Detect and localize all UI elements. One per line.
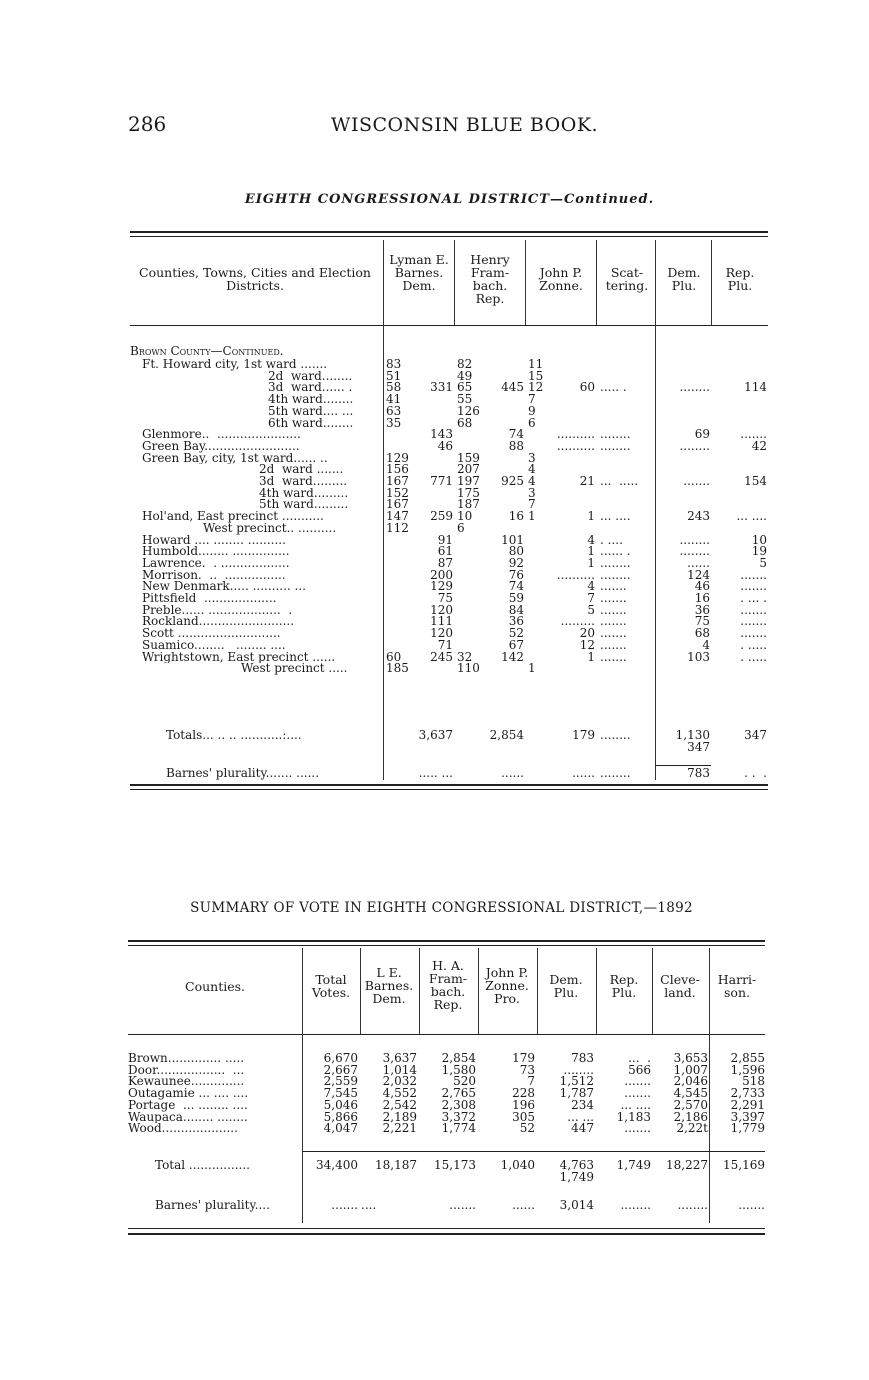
zonne-total-value: 4: [587, 579, 595, 594]
zonne-total-value: 1: [587, 544, 595, 559]
scattering-value: .......: [600, 591, 627, 605]
t1-header-zonne: John P. Zonne.: [539, 265, 583, 293]
district-label: 4th ward.........: [259, 487, 349, 500]
plurality-cleveland: ........: [677, 1198, 708, 1212]
district-label: Pittsfield ...................: [142, 593, 277, 605]
barnes-total-value: 71: [437, 637, 453, 652]
dem-plu-value: ........: [679, 532, 710, 547]
frambach-total-value: 74: [508, 579, 524, 594]
rep-plu-value: 114: [744, 380, 767, 395]
cleveland-value: 2,186: [673, 1109, 708, 1124]
district-label: 2d ward........: [268, 370, 353, 383]
plurality-frambach: .......: [449, 1198, 476, 1212]
frambach-total-value: 142: [501, 649, 524, 664]
dem-plu-value: ........: [679, 544, 710, 559]
zonne-total-value: 20: [579, 626, 595, 641]
frambach-total-value: 92: [508, 555, 524, 570]
frambach-value: 1,580: [441, 1062, 476, 1077]
barnes-ward-value: 63: [386, 403, 402, 418]
total-rep-plu: 1,749: [616, 1158, 651, 1172]
zonne-ward-value: 9: [528, 403, 536, 418]
dem-plu-value: 68: [694, 626, 710, 641]
dem-plu-value: 4: [702, 637, 710, 652]
frambach-ward-value: 207: [457, 462, 480, 477]
plurality-harrison: .......: [738, 1198, 765, 1212]
rep-plu-value: 1,183: [616, 1109, 651, 1124]
frambach-value: 2,308: [441, 1097, 476, 1112]
barnes-total-value: 771: [430, 474, 453, 488]
district-label: West precinct.. ..........: [203, 522, 337, 535]
frambach-ward-value: 126: [457, 403, 480, 418]
zonne-ward-value: 1: [528, 661, 536, 676]
barnes-ward-value: 129: [386, 450, 409, 465]
dem-plu-value: ........: [679, 438, 710, 453]
plurality-barnes: ..... ...: [418, 766, 453, 780]
county-label: Door.................. ...: [128, 1064, 245, 1077]
scattering-value: ... .....: [600, 474, 639, 488]
barnes-ward-value: 147: [386, 509, 409, 524]
district-label: Suamico........ ........ ....: [142, 639, 286, 652]
rep-plu-value: . .....: [740, 649, 767, 664]
rep-plu-value: .......: [740, 427, 767, 442]
harrison-value: 518: [742, 1074, 765, 1089]
district-label: 5th ward.... ...: [268, 405, 354, 418]
dem-plu-value: ........: [563, 1062, 594, 1077]
frambach-total-value: 67: [508, 637, 524, 652]
scattering-value: ...... .: [600, 544, 631, 559]
zonne-ward-value: 4: [528, 462, 536, 477]
zonne-ward-value: 3: [528, 450, 536, 465]
harrison-value: 2,733: [730, 1086, 765, 1101]
rep-plu-value: .......: [740, 626, 767, 641]
district-label: Humbold........ ...............: [142, 546, 290, 558]
district-label: Rockland.........................: [142, 616, 295, 629]
zonne-value: 179: [512, 1051, 535, 1065]
barnes-ward-value: 112: [386, 520, 409, 535]
dem-plu-value: 124: [687, 567, 710, 582]
district-label: 5th ward.........: [259, 499, 349, 512]
rep-plu-value: . ... .: [740, 591, 767, 605]
t2-header-zonne: John P. Zonne. Pro.: [485, 965, 529, 1006]
zonne-ward-value: 1: [528, 509, 536, 524]
total-votes-value: 2,559: [323, 1074, 358, 1089]
zonne-total-value: 1: [587, 649, 595, 664]
county-label: Portage ... ........ ....: [128, 1099, 248, 1112]
barnes-value: 4,552: [382, 1086, 417, 1101]
total-dem-plu-sub: 1,749: [559, 1170, 594, 1184]
scattering-value: ........: [600, 567, 631, 582]
barnes-total-value: 87: [437, 555, 453, 570]
frambach-total-value: 74: [508, 427, 524, 442]
rep-plu-value: . .....: [740, 637, 767, 652]
harrison-value: 1,596: [730, 1062, 765, 1077]
barnes-value: 2,189: [382, 1109, 417, 1124]
total-harrison: 15,169: [723, 1158, 765, 1172]
rep-plu-value: 154: [744, 474, 767, 488]
district-label: Green Bay.........................: [142, 440, 300, 453]
plurality-scattering: ........: [600, 766, 631, 780]
plurality-label: Barnes' plurality....: [155, 1198, 270, 1212]
zonne-total-value: 7: [587, 591, 595, 605]
district-label: Preble...... ................... .: [142, 604, 293, 617]
dem-plu-value: 75: [694, 614, 710, 629]
county-label: Wood....................: [128, 1123, 238, 1135]
total-zonne: 1,040: [500, 1158, 535, 1172]
barnes-value: 2,032: [382, 1074, 417, 1089]
frambach-ward-value: 32: [457, 649, 473, 664]
rep-plu-value: 19: [751, 544, 767, 559]
barnes-total-value: 143: [430, 427, 453, 442]
dem-plu-value: 783: [571, 1051, 594, 1065]
plurality-rep-plu: . . .: [744, 766, 767, 780]
rep-plu-value: .......: [740, 602, 767, 617]
dem-plu-value: 103: [687, 649, 710, 664]
zonne-total-value: .........: [560, 614, 595, 629]
barnes-total-value: 200: [430, 567, 453, 582]
plurality-frambach: ......: [501, 766, 524, 780]
rep-plu-value: .......: [740, 579, 767, 594]
totals-dem-plu: 1,130: [675, 728, 710, 742]
zonne-value: 305: [512, 1109, 535, 1124]
dem-plu-value: 69: [694, 427, 710, 442]
rep-plu-value: .......: [740, 614, 767, 629]
county-label: Waupaca........ ........: [128, 1111, 248, 1124]
rep-plu-value: .......: [624, 1121, 651, 1136]
rep-plu-value: .......: [624, 1086, 651, 1101]
district-label: 6th ward........: [268, 417, 354, 430]
frambach-total-value: 88: [508, 438, 524, 453]
total-dem-plu: 4,763: [559, 1158, 594, 1172]
t1-header-barnes: Lyman E. Barnes. Dem.: [389, 252, 449, 293]
t1-header-scattering: Scat- tering.: [605, 265, 649, 293]
t2-header-rep-plu: Rep. Plu.: [609, 972, 639, 1000]
zonne-total-value: 4: [587, 532, 595, 547]
frambach-ward-value: 159: [457, 450, 480, 465]
t2-header-total: Total Votes.: [311, 972, 351, 1000]
dem-plu-value: .......: [683, 474, 710, 488]
barnes-total-value: 75: [437, 591, 453, 605]
totals-barnes: 3,637: [418, 728, 453, 742]
zonne-ward-value: 11: [528, 357, 544, 371]
frambach-value: 520: [453, 1074, 476, 1089]
zonne-ward-value: 7: [528, 497, 536, 512]
t2-header-harrison: Harri- son.: [717, 972, 757, 1000]
dem-plu-value: 1,512: [559, 1074, 594, 1089]
frambach-total-value: 101: [501, 532, 524, 547]
barnes-ward-value: 156: [386, 462, 409, 477]
t2-header-counties: Counties.: [185, 979, 245, 994]
dem-plu-value: 46: [694, 579, 710, 594]
district-label: New Denmark..... .......... ...: [142, 581, 306, 593]
barnes-ward-value: 167: [386, 497, 409, 512]
barnes-total-value: 91: [437, 532, 453, 547]
t1-county-heading: Brown County—Continued.: [130, 344, 284, 358]
scattering-value: .......: [600, 614, 627, 629]
frambach-ward-value: 65: [457, 380, 473, 395]
plurality-label: Barnes' plurality....... ......: [166, 766, 320, 780]
table1-title: EIGHTH CONGRESSIONAL DISTRICT—Continued.: [244, 192, 655, 207]
total-votes-value: 7,545: [323, 1086, 358, 1101]
total-votes-value: 5,046: [323, 1097, 358, 1112]
zonne-total-value: 12: [579, 637, 595, 652]
district-label: Wrightstown, East precinct ......: [142, 651, 336, 664]
zonne-total-value: 60: [579, 380, 595, 395]
frambach-total-value: 52: [508, 626, 524, 641]
barnes-ward-value: 185: [386, 661, 409, 676]
scattering-value: .......: [600, 649, 627, 664]
frambach-value: 3,372: [441, 1109, 476, 1124]
total-label: Total ................: [155, 1158, 250, 1172]
dem-plu-value: 36: [694, 602, 710, 617]
total-frambach: 15,173: [434, 1158, 476, 1172]
harrison-value: 2,855: [730, 1051, 765, 1065]
plurality-total: .......: [331, 1198, 358, 1212]
scattering-value: ........: [600, 555, 631, 570]
district-label: Green Bay, city, 1st ward...... ..: [142, 452, 328, 465]
harrison-value: 1,779: [730, 1121, 765, 1136]
zonne-value: 52: [519, 1121, 535, 1136]
rep-plu-value: ... .: [628, 1051, 651, 1065]
cleveland-value: 2,570: [673, 1097, 708, 1112]
frambach-ward-value: 187: [457, 497, 480, 512]
frambach-ward-value: 55: [457, 392, 473, 407]
district-label: 2d ward .......: [259, 464, 344, 476]
dem-plu-value: 234: [571, 1097, 594, 1112]
scattering-value: ........: [600, 438, 631, 453]
total-votes-value: 4,047: [323, 1121, 358, 1136]
table2-title: SUMMARY OF VOTE IN EIGHTH CONGRESSIONAL DISTRICT,—1892: [190, 900, 693, 916]
zonne-total-value: 1: [587, 555, 595, 570]
dem-plu-value: 447: [571, 1121, 594, 1136]
rep-plu-value: .......: [624, 1074, 651, 1089]
barnes-total-value: 245: [430, 649, 453, 664]
t1-header-rep-plu: Rep. Plu.: [725, 265, 755, 293]
barnes-total-value: 61: [437, 544, 453, 559]
total-votes-value: 2,667: [323, 1062, 358, 1077]
rep-plu-value: .......: [740, 567, 767, 582]
zonne-ward-value: 4: [528, 474, 536, 488]
zonne-ward-value: 7: [528, 392, 536, 407]
total-votes-value: 6,670: [323, 1051, 358, 1065]
plurality-barnes: ....: [361, 1198, 377, 1212]
district-label: 3d ward.........: [259, 476, 348, 488]
plurality-dem-plu: 3,014: [559, 1198, 594, 1212]
district-label: 4th ward........: [268, 394, 354, 406]
frambach-total-value: 80: [508, 544, 524, 559]
zonne-total-value: ..........: [556, 567, 595, 582]
rep-plu-value: 5: [759, 555, 767, 570]
totals-scattering: ........: [600, 728, 631, 742]
barnes-ward-value: 58: [386, 380, 402, 395]
t1-header-district: Counties, Towns, Cities and Election Districts.: [139, 265, 371, 293]
frambach-value: 2,854: [441, 1051, 476, 1065]
district-label: Morrison. .. ................: [142, 569, 286, 582]
zonne-total-value: 21: [579, 474, 595, 488]
t2-header-cleveland: Cleve- land.: [660, 972, 700, 1000]
barnes-value: 3,637: [382, 1051, 417, 1065]
running-head: WISCONSIN BLUE BOOK.: [330, 114, 599, 136]
barnes-ward-value: 83: [386, 357, 402, 371]
plurality-dem-plu: 783: [687, 766, 710, 780]
harrison-value: 2,291: [730, 1097, 765, 1112]
t1-header-dem-plu: Dem. Plu.: [667, 265, 701, 293]
frambach-total-value: 16: [508, 509, 524, 524]
t1-header-frambach: Henry Fram- bach. Rep.: [470, 252, 510, 306]
scattering-value: ........: [600, 427, 631, 442]
frambach-ward-value: 82: [457, 357, 473, 371]
barnes-ward-value: 167: [386, 474, 409, 488]
barnes-value: 1,014: [382, 1062, 417, 1077]
scattering-value: .......: [600, 579, 627, 594]
barnes-value: 2,221: [382, 1121, 417, 1136]
scattering-value: ..... .: [600, 380, 627, 395]
county-label: Outagamie ... .... ....: [128, 1088, 249, 1100]
barnes-ward-value: 41: [386, 392, 402, 407]
district-label: Hol'and, East precinct ...........: [142, 511, 324, 523]
rep-plu-value: 10: [751, 532, 767, 547]
rep-plu-value: ... ....: [736, 509, 767, 524]
t2-header-barnes: L E. Barnes. Dem.: [364, 965, 414, 1006]
total-votes: 34,400: [316, 1158, 358, 1172]
frambach-ward-value: 10: [457, 509, 473, 524]
totals-dem-plu-sub: 347: [687, 740, 710, 754]
totals-frambach: 2,854: [489, 728, 524, 742]
total-votes-value: 5,866: [323, 1109, 358, 1124]
totals-zonne: 179: [572, 728, 595, 742]
harrison-value: 3,397: [730, 1109, 765, 1124]
totals-label: Totals... .. .. ...........:....: [166, 728, 302, 742]
dem-plu-value: 243: [687, 509, 710, 524]
zonne-total-value: 1: [587, 509, 595, 524]
barnes-total-value: 120: [430, 626, 453, 641]
rep-plu-value: ... ....: [620, 1097, 651, 1112]
scattering-value: . ....: [600, 532, 623, 547]
frambach-value: 1,774: [441, 1121, 476, 1136]
totals-rep-plu: 347: [744, 728, 767, 742]
district-label: Scott ...........................: [142, 628, 281, 640]
frambach-total-value: 84: [508, 602, 524, 617]
frambach-value: 2,765: [441, 1086, 476, 1101]
dem-plu-value: 1,787: [559, 1086, 594, 1101]
barnes-total-value: 111: [430, 614, 453, 629]
barnes-ward-value: 51: [386, 368, 402, 383]
dem-plu-value: ......: [687, 555, 710, 570]
frambach-total-value: 76: [508, 567, 524, 582]
plurality-rep-plu: ........: [620, 1198, 651, 1212]
zonne-ward-value: 12: [528, 380, 544, 395]
total-cleveland: 18,227: [666, 1158, 708, 1172]
district-label: West precinct .....: [241, 663, 348, 675]
plurality-zonne: ......: [512, 1198, 535, 1212]
zonne-value: 196: [512, 1097, 535, 1112]
frambach-ward-value: 6: [457, 520, 465, 535]
barnes-ward-value: 35: [386, 415, 402, 430]
page-number: 286: [128, 112, 167, 136]
frambach-ward-value: 110: [457, 661, 480, 676]
barnes-total-value: 46: [437, 438, 453, 453]
total-barnes: 18,187: [375, 1158, 417, 1172]
frambach-ward-value: 68: [457, 415, 473, 430]
district-label: Howard .... ........ ..........: [142, 534, 286, 547]
frambach-ward-value: 49: [457, 368, 473, 383]
scattering-value: .......: [600, 637, 627, 652]
cleveland-value: 2,046: [673, 1074, 708, 1089]
cleveland-value: 1,007: [673, 1062, 708, 1077]
zonne-ward-value: 6: [528, 415, 536, 430]
barnes-total-value: 129: [430, 579, 453, 594]
cleveland-value: 3,653: [673, 1051, 708, 1065]
frambach-total-value: 36: [508, 614, 524, 629]
district-label: Lawrence. . ..................: [142, 557, 290, 570]
scattering-value: .......: [600, 626, 627, 641]
barnes-total-value: 259: [430, 509, 453, 524]
dem-plu-value: ........: [679, 380, 710, 395]
barnes-value: 2,542: [382, 1097, 417, 1112]
zonne-total-value: ..........: [556, 438, 595, 453]
dem-plu-value: 16: [694, 591, 710, 605]
zonne-ward-value: 3: [528, 485, 536, 500]
barnes-ward-value: 152: [386, 485, 409, 500]
district-label: Ft. Howard city, 1st ward .......: [142, 359, 328, 371]
frambach-ward-value: 175: [457, 485, 480, 500]
frambach-total-value: 59: [508, 591, 524, 605]
district-label: Glenmore.. ......................: [142, 429, 301, 441]
dem-plu-value: ... ...: [567, 1109, 594, 1124]
t2-header-frambach: H. A. Fram- bach. Rep.: [428, 958, 468, 1012]
t2-header-dem-plu: Dem. Plu.: [549, 972, 583, 1000]
cleveland-value: 2,22t: [676, 1121, 708, 1136]
zonne-value: 7: [527, 1074, 535, 1089]
barnes-total-value: 331: [430, 380, 453, 395]
zonne-value: 228: [512, 1086, 535, 1101]
frambach-total-value: 445: [501, 380, 524, 395]
frambach-total-value: 925: [501, 474, 524, 488]
zonne-ward-value: 15: [528, 368, 544, 383]
barnes-ward-value: 60: [386, 649, 402, 664]
county-label: Brown.............. .....: [128, 1053, 245, 1065]
rep-plu-value: 566: [628, 1062, 651, 1077]
barnes-total-value: 120: [430, 602, 453, 617]
plurality-zonne: ......: [572, 766, 595, 780]
county-label: Kewaunee..............: [128, 1076, 245, 1089]
district-label: 3d ward...... .: [268, 382, 353, 395]
zonne-total-value: 5: [587, 602, 595, 617]
cleveland-value: 4,545: [673, 1086, 708, 1101]
scattering-value: .......: [600, 602, 627, 617]
frambach-ward-value: 197: [457, 474, 480, 488]
scattering-value: ... ....: [600, 509, 631, 524]
rep-plu-value: 42: [751, 438, 767, 453]
zonne-total-value: ..........: [556, 427, 595, 442]
zonne-value: 73: [519, 1062, 535, 1077]
